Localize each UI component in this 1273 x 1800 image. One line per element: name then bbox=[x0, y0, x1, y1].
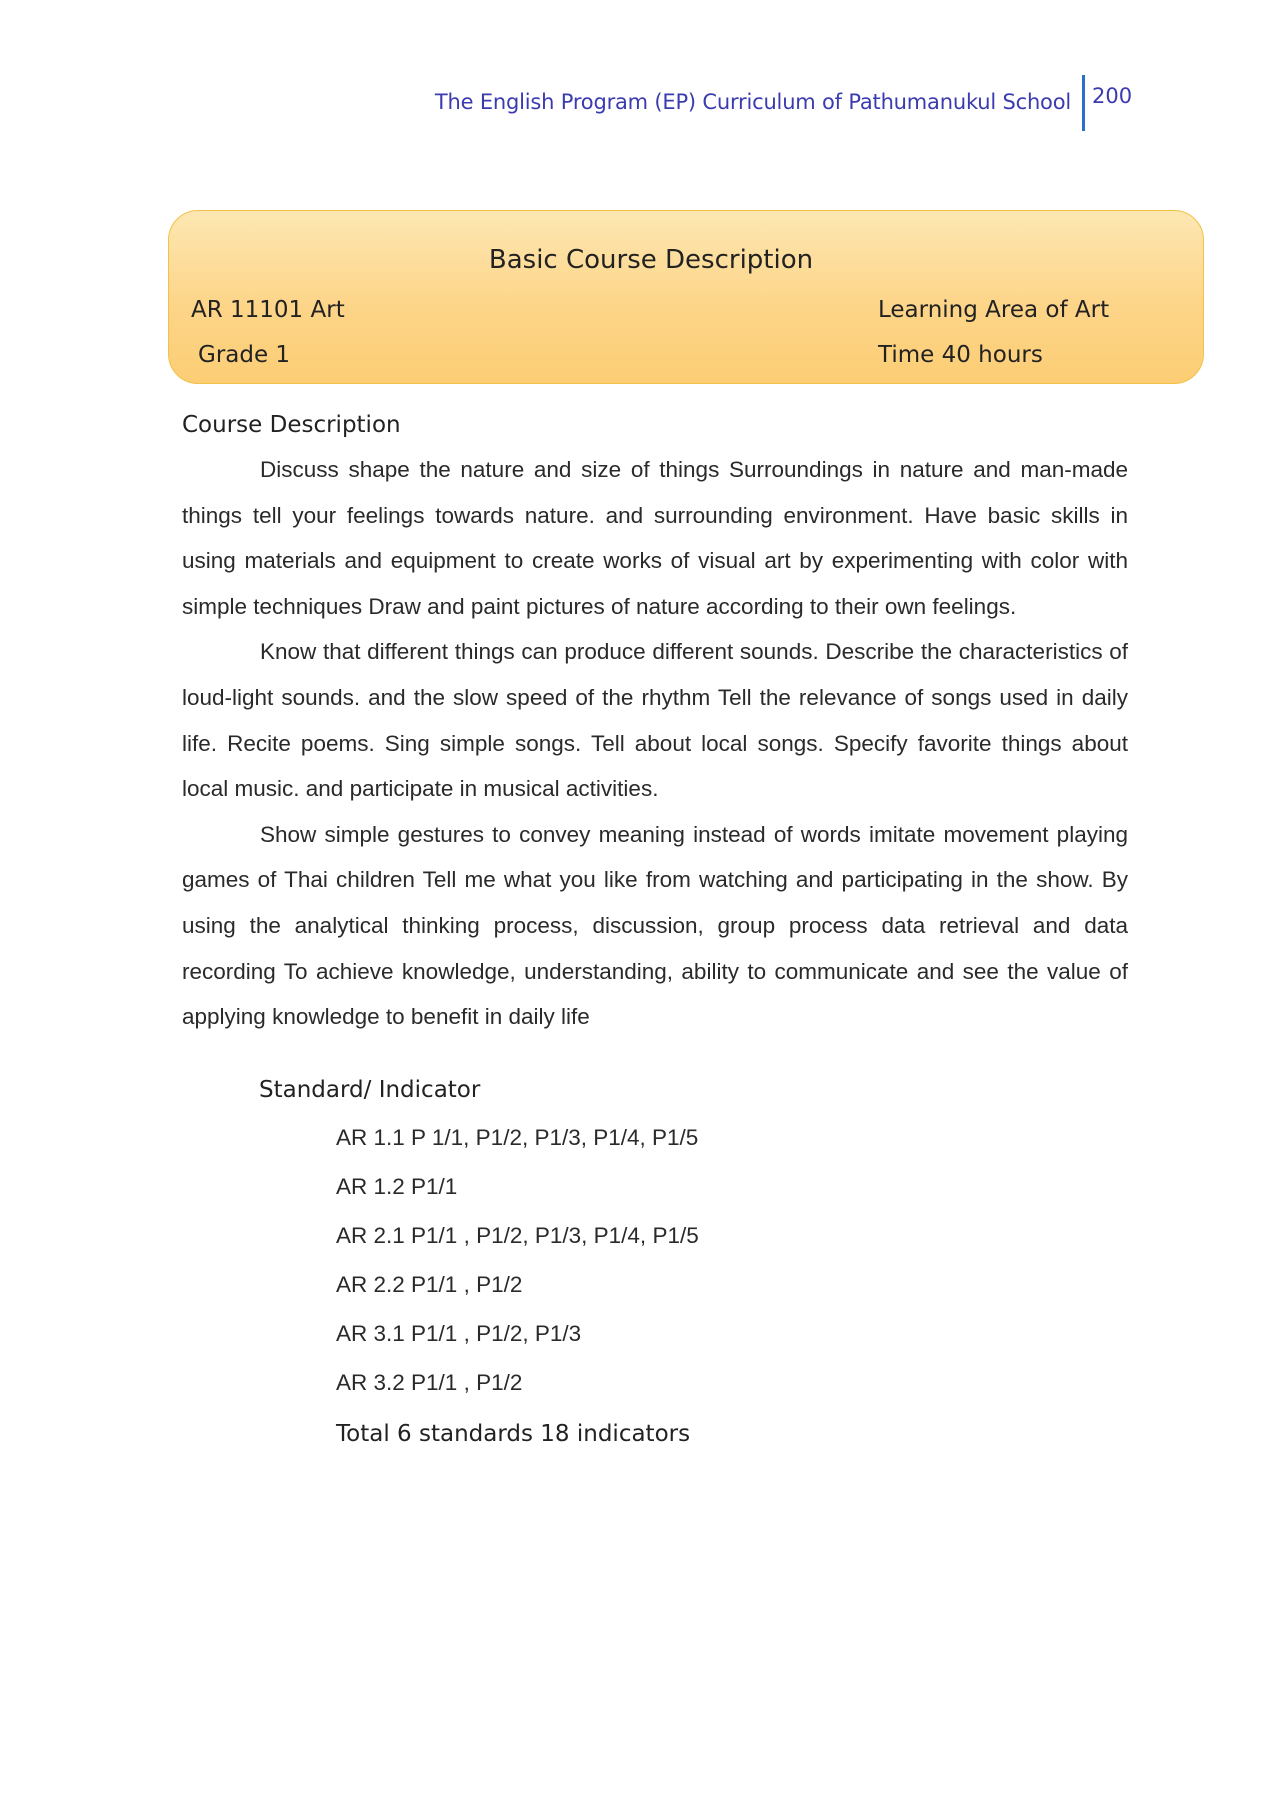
banner-title: Basic Course Description bbox=[488, 245, 814, 275]
standard-item: AR 3.1 P1/1 , P1/2, P1/3 bbox=[336, 1321, 582, 1346]
standard-item: AR 1.2 P1/1 bbox=[336, 1174, 458, 1199]
standard-item: AR 2.1 P1/1 , P1/2, P1/3, P1/4, P1/5 bbox=[336, 1223, 699, 1248]
course-grade: Grade 1 bbox=[198, 342, 291, 368]
page-number: 200 bbox=[1092, 84, 1133, 108]
description-paragraph: Show simple gestures to convey meaning instead of words imitate movement playing games of Thai children Tell me what you like from watching and participating in the show. By using the analytical thinking process, discussion, group process data retrieval and data recording To achieve knowledge, understanding, ability to communicate and see the value of applying knowledge to benefit in daily life bbox=[182, 821, 1128, 1030]
learning-area: Learning Area of Art bbox=[878, 297, 1110, 323]
description-paragraph: Know that different things can produce different sounds. Describe the characteristics of loud-light sounds. and the slow speed of the rhythm Tell the relevance of songs used in daily life. Recite poems. Sing simple songs. Tell about local songs. Specify favorite things about local music. and participate in musical activities. bbox=[182, 639, 1128, 802]
course-time: Time 40 hours bbox=[878, 342, 1043, 368]
standards-total: Total 6 standards 18 indicators bbox=[336, 1421, 691, 1447]
standard-item: AR 2.2 P1/1 , P1/2 bbox=[336, 1272, 523, 1297]
header-title: The English Program (EP) Curriculum of Pathumanukul School bbox=[434, 90, 1071, 114]
course-description-body bbox=[182, 447, 1128, 1040]
standards-list bbox=[336, 1122, 699, 1416]
description-paragraph: Discuss shape the nature and size of things Surroundings in nature and man-made things tell your feelings towards nature. and surrounding environment. Have basic skills in using materials and equipment to create works of visual art by experimenting with color with simple techniques Draw and paint pictures of nature according to their own feelings. bbox=[182, 457, 1128, 619]
course-code: AR 11101 Art bbox=[191, 297, 345, 323]
standard-item: AR 1.1 P 1/1, P1/2, P1/3, P1/4, P1/5 bbox=[336, 1125, 699, 1150]
standards-heading: Standard/ Indicator bbox=[259, 1077, 481, 1103]
header-divider bbox=[1082, 75, 1085, 131]
standard-item: AR 3.2 P1/1 , P1/2 bbox=[336, 1370, 523, 1395]
course-description-heading: Course Description bbox=[182, 412, 401, 438]
course-banner bbox=[168, 210, 1204, 384]
